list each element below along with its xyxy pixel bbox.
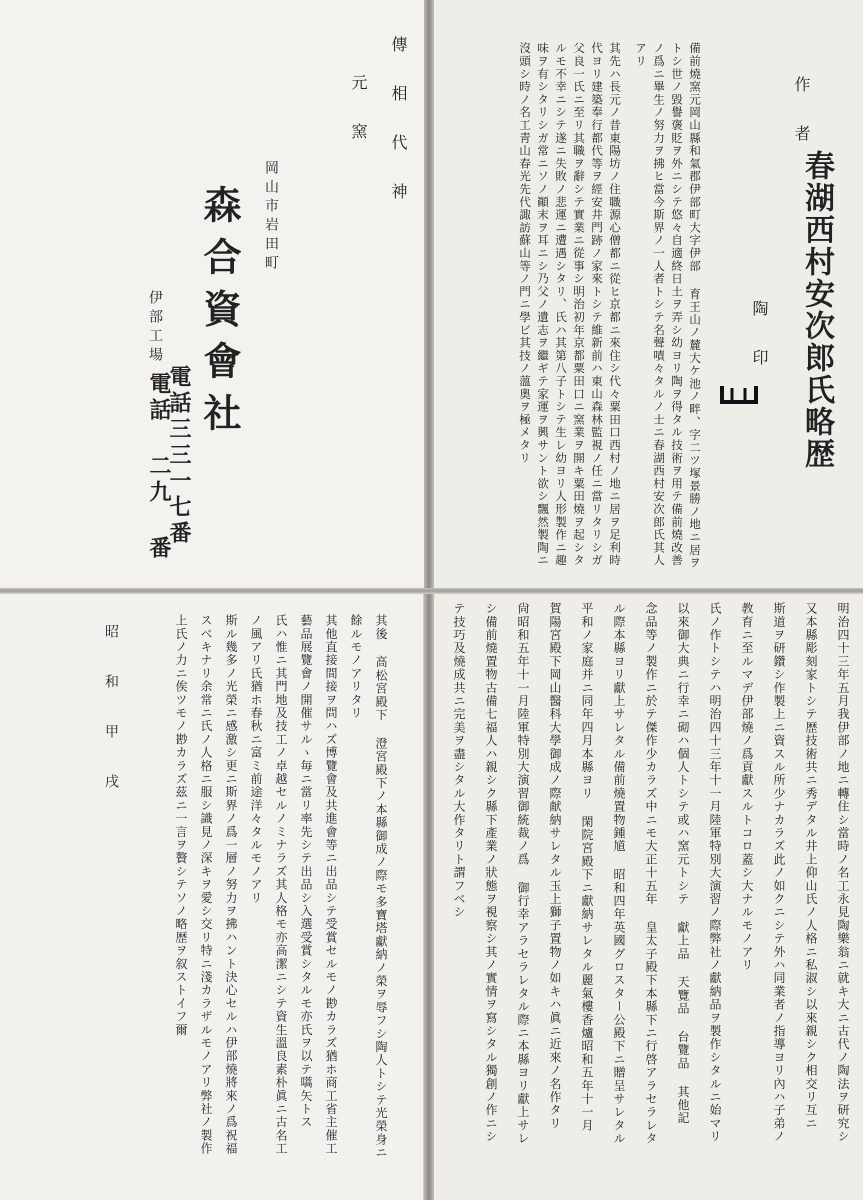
biography-title: 春湖西村安次郎氏略歴 [799,150,834,470]
company-phone: 電話三三一七番 [166,365,192,547]
factory-label: 伊部工場 [147,290,163,366]
author-label: 作 者 [792,76,811,148]
panel-biography-closing: 昭 和 甲 戌 其後 高松宮殿下 澄宮殿下ノ本縣御成ノ際モ多寶塔獻納ノ榮ヲ辱フシ陶人トシテ光榮身ニ 餘ルモノアリタリ 其他直接間接ヲ問ハズ博覽會及共進會等ニ出品シテ受賞セルモノ尠カラズ猶ホ商工省主催工 藝品展覽會ノ開催サルヽ毎ニ當リ率先シテ出品シ入選受賞シタルモ亦氏ヲ以テ嚆矢トス 氏ハ惟ニ其門地及技工ノ卓越セルノミナラズ其人格モ亦高潔ニシテ資生溫良素朴眞ニ古名工 ノ風アリ氏猶ホ春秋ニ富ミ前途洋々タルモノアリ 斯ル幾多ノ光榮ニ感激シ更ニ斯界ノ爲一層ノ努力ヲ拂ハント決心セルハ伊部燒將來ノ爲祝福 スベキナリ余常ニ氏ノ人格ニ服シ識見ノ深キヲ愛シ交リ特ニ淺カラザルモノアリ弊社ノ製作 上氏ノ力ニ俟ツモノ尠カラズ茲ニ一言ヲ贅シテソノ略歴ヲ叙ストイフ爾 [0,594,423,1200]
potter-seal-icon [718,380,760,410]
date-label: 昭 和 甲 戌 [103,624,119,798]
panel-biography-intro: 作 者 春湖西村安次郎氏略歴 陶 印 備前燒窯元岡山縣和氣郡伊部町大字伊部 育王山ノ麓大ケ池ノ畔、字二ツ塚景勝ノ地ニ居ヲ トシ世ノ毀譽褒貶ヲ外ニシテ悠々自適終日土ヲ弄シ幼ヨリ陶ヲ得タル技術ヲ用テ備前燒改善 ノ爲ニ畢生ノ努力ヲ拂ヒ當今斯界ノ一人者トシテ名聲嘖々タルノ士ニ春湖西村安次郎氏其人 アリ 其先ハ長元ノ昔東陽坊ノ住職源心僧都ニ從ヒ京都ニ來住シ代々粟田口西村ノ地ニ居ヲ足利時 代ヨリ建築奉行都代等ヲ經安井門跡ノ家來トシテ維新前ハ東山森林監視ノ任ニ當リタリシガ 父良一氏ニ至リ其職ヲ辭シテ實業ニ從事シ明治初年京都粟田口ニ窯業ヲ開キ粟田燒ヲ起シタ ルモ不幸ニシテ遂ニ失敗ノ悲運ニ遭遇シタリ、氏ハ其第八子トシテ生レ幼ヨリ人形製作ニ趣 味ヲ有シタリシガ常ニソノ顚末ヲ耳ニシ乃父ノ遺志ヲ繼ギテ家運ヲ興サント欲シ飄然製陶ニ 沒頭シ時ノ名工靑山春光先代諏訪蘇山等ノ門ニ學ビ其技ノ薀奧ヲ極メタリ [434,0,863,590]
company-name: 森合資會社 [197,185,242,445]
horizontal-fold [0,588,863,594]
seal-label: 陶 印 [750,300,769,372]
vertical-fold [424,0,434,1200]
factory-phone: 電話 二九 番 [146,372,172,562]
panel-biography-works: 明治四十三年五月我伊部ノ地ニ轉住シ當時ノ名工永見陶樂翁ニ就キ大ニ古代ノ陶法ヲ研究シ 又本縣彫刻家トシテ歴技術共ニ秀デタル井上仰山氏ノ人格ニ私淑シ以來親シク相交リ互ニ 斯道ヲ研鑽シ作製上ニ資スル所少ナカラズ此ノ如クニシテ外ハ同業者ノ指導ヨリ內ハ子弟ノ 教育ニ至ルマデ伊部燒ノ爲貢獻スルトコロ蓋シ大ナルモノアリ 氏ノ作トシテハ明治四十三年十一月陸軍特別大演習ノ際弊社ノ獻納品ヲ製作シタルニ始マリ 以來御大典ニ行幸ニ砌ハ個人トシテ或ハ窯元トシテ 獻上品 天覽品 台覽品 其他記 念品等ノ製作ニ於テ傑作少カラズ中ニモ大正十五年 皇太子殿下本縣下ニ行啓アラセラレタ ル際本縣ヨリ獻上サレタル備前燒置物鍾馗 昭和四年英國グロスター公殿下ニ贈呈サレタル 平和ノ家庭并ニ同年四月本縣ヨリ 閑院宮殿下ニ獻納サレタル麗氣樓香爐昭和五年十一月 賀陽宮殿下岡山醫科大學御成ノ際献納サレタル玉上獅子置物ノ如キハ眞ニ近來ノ名作タリ 尙昭和五年十一月陸軍特別大演習御統裁ノ爲 御行幸アラセラレタル際ニ本縣ヨリ獻上サレ シ備前燒置物古備七福人ハ親シク縣下產業ノ狀態ヲ視察シ其ノ實情ヲ寫シタル獨創ノ作ニシ テ技巧及燒成共ニ完美ヲ盡シタル大作タリト謂フベシ [427,590,863,1200]
company-address: 岡山市岩田町 [263,160,279,274]
heading-kiln-origin: 元 窯 [349,74,368,146]
panel-company-info [0,0,428,592]
heading-tradition: 傳 相 代 神 [389,36,408,206]
